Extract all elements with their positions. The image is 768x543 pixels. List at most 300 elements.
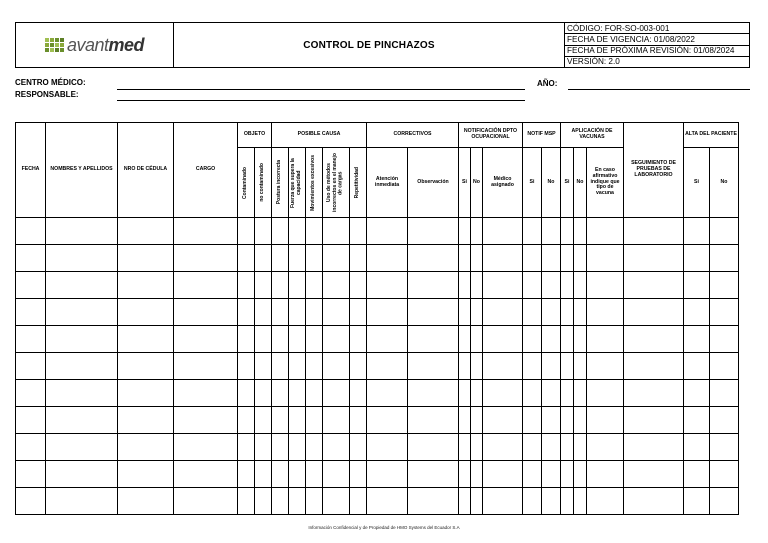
table-cell[interactable] (255, 407, 272, 434)
centro-medico-field[interactable] (117, 89, 525, 90)
table-cell[interactable] (174, 245, 238, 272)
table-cell[interactable] (174, 407, 238, 434)
table-cell[interactable] (323, 218, 350, 245)
table-cell[interactable] (587, 245, 624, 272)
table-cell[interactable] (574, 245, 587, 272)
table-cell[interactable] (46, 407, 118, 434)
table-cell[interactable] (561, 218, 574, 245)
table-cell[interactable] (118, 299, 174, 326)
table-cell[interactable] (471, 326, 483, 353)
table-row (16, 353, 739, 380)
table-cell[interactable] (710, 245, 739, 272)
table-row (16, 326, 739, 353)
table-cell[interactable] (561, 407, 574, 434)
table-cell[interactable] (272, 245, 289, 272)
table-cell[interactable] (542, 299, 561, 326)
table-cell[interactable] (367, 434, 408, 461)
header-seguimiento: SEGUIMIENTO DE PRUEBAS DE LABORATORIO (624, 123, 684, 218)
table-cell[interactable] (684, 272, 710, 299)
table-row (16, 299, 739, 326)
header-vacunas: APLICACIÓN DE VACUNAS (561, 123, 624, 148)
table-cell[interactable] (624, 218, 684, 245)
table-cell[interactable] (238, 272, 255, 299)
subheader-alta-si: Si (684, 148, 710, 218)
subheader-msp-si: Si (523, 148, 542, 218)
table-cell[interactable] (255, 299, 272, 326)
table-cell[interactable] (542, 353, 561, 380)
table-cell[interactable] (523, 272, 542, 299)
table-cell[interactable] (684, 326, 710, 353)
table-cell[interactable] (255, 353, 272, 380)
table-cell[interactable] (323, 353, 350, 380)
table-cell[interactable] (587, 299, 624, 326)
subheader-fuerza: Fuerza que supera la capacidad (289, 148, 306, 218)
table-cell[interactable] (684, 245, 710, 272)
table-cell[interactable] (16, 488, 46, 515)
table-cell[interactable] (471, 353, 483, 380)
table-cell[interactable] (272, 380, 289, 407)
table-cell[interactable] (624, 488, 684, 515)
header-alta: ALTA DEL PACIENTE (684, 123, 739, 148)
table-cell[interactable] (16, 245, 46, 272)
table-cell[interactable] (471, 407, 483, 434)
table-cell[interactable] (255, 434, 272, 461)
table-cell[interactable] (289, 488, 306, 515)
table-cell[interactable] (710, 434, 739, 461)
table-cell[interactable] (367, 407, 408, 434)
table-cell[interactable] (684, 299, 710, 326)
table-cell[interactable] (350, 461, 367, 488)
table-cell[interactable] (289, 461, 306, 488)
table-cell[interactable] (238, 353, 255, 380)
table-cell[interactable] (350, 407, 367, 434)
table-cell[interactable] (587, 218, 624, 245)
table-cell[interactable] (459, 407, 471, 434)
table-cell[interactable] (459, 461, 471, 488)
table-cell[interactable] (289, 218, 306, 245)
table-cell[interactable] (367, 461, 408, 488)
table-cell[interactable] (459, 272, 471, 299)
table-cell[interactable] (16, 218, 46, 245)
table-cell[interactable] (350, 380, 367, 407)
table-cell[interactable] (471, 272, 483, 299)
table-cell[interactable] (684, 353, 710, 380)
subheader-vac-no: No (574, 148, 587, 218)
table-cell[interactable] (542, 461, 561, 488)
table-cell[interactable] (289, 299, 306, 326)
table-cell[interactable] (459, 299, 471, 326)
table-cell[interactable] (118, 380, 174, 407)
table-cell[interactable] (587, 488, 624, 515)
header-notif-dpto: NOTIFICACIÓN DPTO OCUPACIONAL (459, 123, 523, 148)
table-cell[interactable] (471, 218, 483, 245)
table-cell[interactable] (561, 353, 574, 380)
table-cell[interactable] (323, 326, 350, 353)
table-cell[interactable] (542, 272, 561, 299)
table-cell[interactable] (624, 434, 684, 461)
table-cell[interactable] (289, 434, 306, 461)
table-cell[interactable] (350, 326, 367, 353)
table-cell[interactable] (408, 245, 459, 272)
table-cell[interactable] (306, 407, 323, 434)
table-cell[interactable] (574, 299, 587, 326)
table-cell[interactable] (289, 353, 306, 380)
table-cell[interactable] (574, 407, 587, 434)
table-cell[interactable] (710, 326, 739, 353)
table-cell[interactable] (367, 299, 408, 326)
anio-field[interactable] (568, 89, 750, 90)
table-cell[interactable] (587, 353, 624, 380)
table-cell[interactable] (542, 245, 561, 272)
table-cell[interactable] (483, 434, 523, 461)
table-cell[interactable] (350, 218, 367, 245)
table-cell[interactable] (255, 488, 272, 515)
table-cell[interactable] (624, 272, 684, 299)
header-correctivos: CORRECTIVOS (367, 123, 459, 148)
table-cell[interactable] (471, 461, 483, 488)
table-cell[interactable] (289, 326, 306, 353)
table-cell[interactable] (367, 272, 408, 299)
table-cell[interactable] (238, 218, 255, 245)
table-cell[interactable] (272, 299, 289, 326)
table-cell[interactable] (523, 218, 542, 245)
table-cell[interactable] (255, 245, 272, 272)
table-cell[interactable] (323, 407, 350, 434)
subheader-observacion: Observación (408, 148, 459, 218)
table-cell[interactable] (483, 326, 523, 353)
table-cell[interactable] (542, 380, 561, 407)
table-cell[interactable] (408, 488, 459, 515)
table-cell[interactable] (483, 353, 523, 380)
table-cell[interactable] (350, 488, 367, 515)
table-cell[interactable] (289, 407, 306, 434)
table-cell[interactable] (306, 218, 323, 245)
table-cell[interactable] (561, 380, 574, 407)
table-cell[interactable] (238, 407, 255, 434)
table-cell[interactable] (542, 326, 561, 353)
table-cell[interactable] (238, 488, 255, 515)
table-cell[interactable] (16, 299, 46, 326)
table-cell[interactable] (367, 380, 408, 407)
table-cell[interactable] (483, 461, 523, 488)
table-cell[interactable] (587, 434, 624, 461)
table-cell[interactable] (710, 488, 739, 515)
table-cell[interactable] (118, 218, 174, 245)
table-cell[interactable] (323, 488, 350, 515)
table-cell[interactable] (523, 326, 542, 353)
table-cell[interactable] (574, 218, 587, 245)
table-cell[interactable] (238, 245, 255, 272)
table-cell[interactable] (323, 245, 350, 272)
table-cell[interactable] (255, 218, 272, 245)
table-cell[interactable] (174, 326, 238, 353)
table-cell[interactable] (561, 461, 574, 488)
table-cell[interactable] (306, 488, 323, 515)
table-cell[interactable] (238, 434, 255, 461)
table-cell[interactable] (523, 299, 542, 326)
table-cell[interactable] (684, 488, 710, 515)
table-cell[interactable] (174, 434, 238, 461)
table-cell[interactable] (350, 353, 367, 380)
table-cell[interactable] (459, 434, 471, 461)
table-cell[interactable] (710, 353, 739, 380)
table-cell[interactable] (255, 461, 272, 488)
table-cell[interactable] (574, 326, 587, 353)
subheader-vac-si: Si (561, 148, 574, 218)
subheader-movimientos: Movimientos excesivos (306, 148, 323, 218)
table-cell[interactable] (523, 380, 542, 407)
table-cell[interactable] (542, 434, 561, 461)
table-cell[interactable] (459, 488, 471, 515)
table-cell[interactable] (174, 461, 238, 488)
table-cell[interactable] (118, 488, 174, 515)
table-cell[interactable] (350, 299, 367, 326)
subheader-medico: Médico asignado (483, 148, 523, 218)
table-cell[interactable] (471, 380, 483, 407)
table-cell[interactable] (684, 407, 710, 434)
table-cell[interactable] (710, 299, 739, 326)
table-cell[interactable] (574, 272, 587, 299)
table-cell[interactable] (238, 299, 255, 326)
table-cell[interactable] (483, 272, 523, 299)
table-cell[interactable] (587, 326, 624, 353)
table-cell[interactable] (561, 326, 574, 353)
table-cell[interactable] (624, 407, 684, 434)
table-cell[interactable] (408, 326, 459, 353)
table-cell[interactable] (574, 353, 587, 380)
subheader-dpto-no: No (471, 148, 483, 218)
table-cell[interactable] (174, 380, 238, 407)
table-cell[interactable] (624, 380, 684, 407)
table-cell[interactable] (255, 380, 272, 407)
table-cell[interactable] (272, 461, 289, 488)
table-cell[interactable] (408, 353, 459, 380)
table-cell[interactable] (272, 272, 289, 299)
table-cell[interactable] (624, 353, 684, 380)
table-row (16, 407, 739, 434)
header-objeto: OBJETO (238, 123, 272, 148)
table-cell[interactable] (238, 380, 255, 407)
table-cell[interactable] (289, 272, 306, 299)
table-cell[interactable] (483, 218, 523, 245)
table-cell[interactable] (624, 299, 684, 326)
table-cell[interactable] (523, 488, 542, 515)
table-cell[interactable] (272, 218, 289, 245)
table-cell[interactable] (306, 434, 323, 461)
table-cell[interactable] (710, 461, 739, 488)
table-cell[interactable] (542, 488, 561, 515)
table-cell[interactable] (350, 434, 367, 461)
table-cell[interactable] (471, 434, 483, 461)
header-cargo: CARGO (174, 123, 238, 218)
table-cell[interactable] (367, 488, 408, 515)
table-cell[interactable] (624, 245, 684, 272)
table-cell[interactable] (46, 218, 118, 245)
table-cell[interactable] (272, 434, 289, 461)
table-cell[interactable] (289, 380, 306, 407)
table-cell[interactable] (46, 299, 118, 326)
table-cell[interactable] (483, 299, 523, 326)
codigo-text: CÓDIGO: FOR-SO-003-001 (565, 23, 749, 34)
table-cell[interactable] (542, 218, 561, 245)
table-cell[interactable] (471, 299, 483, 326)
table-cell[interactable] (710, 218, 739, 245)
table-cell[interactable] (174, 353, 238, 380)
table-cell[interactable] (684, 461, 710, 488)
table-cell[interactable] (574, 461, 587, 488)
table-cell[interactable] (710, 380, 739, 407)
table-cell[interactable] (367, 353, 408, 380)
table-cell[interactable] (306, 461, 323, 488)
table-cell[interactable] (46, 488, 118, 515)
table-cell[interactable] (710, 272, 739, 299)
table-cell[interactable] (408, 380, 459, 407)
table-cell[interactable] (323, 380, 350, 407)
subheader-tipo-vacuna: En caso afirmativo indique que tipo de vacuna (587, 148, 624, 218)
table-cell[interactable] (574, 488, 587, 515)
table-row (16, 488, 739, 515)
table-cell[interactable] (624, 326, 684, 353)
table-cell[interactable] (408, 407, 459, 434)
table-cell[interactable] (306, 245, 323, 272)
table-cell[interactable] (523, 407, 542, 434)
header-fecha: FECHA (16, 123, 46, 218)
table-cell[interactable] (350, 272, 367, 299)
header-posible-causa: POSIBLE CAUSA (272, 123, 367, 148)
table-cell[interactable] (587, 461, 624, 488)
table-cell[interactable] (483, 245, 523, 272)
table-cell[interactable] (323, 461, 350, 488)
table-cell[interactable] (118, 245, 174, 272)
table-cell[interactable] (174, 488, 238, 515)
table-cell[interactable] (46, 461, 118, 488)
table-cell[interactable] (46, 272, 118, 299)
table-cell[interactable] (272, 407, 289, 434)
table-cell[interactable] (459, 245, 471, 272)
table-cell[interactable] (255, 272, 272, 299)
table-cell[interactable] (459, 218, 471, 245)
table-cell[interactable] (574, 434, 587, 461)
table-cell[interactable] (710, 407, 739, 434)
table-cell[interactable] (471, 488, 483, 515)
table-cell[interactable] (408, 272, 459, 299)
table-cell[interactable] (174, 272, 238, 299)
table-cell[interactable] (306, 272, 323, 299)
table-cell[interactable] (323, 434, 350, 461)
table-cell[interactable] (238, 461, 255, 488)
table-row (16, 218, 739, 245)
table-cell[interactable] (46, 353, 118, 380)
table-cell[interactable] (367, 326, 408, 353)
table-cell[interactable] (272, 353, 289, 380)
table-cell[interactable] (118, 272, 174, 299)
table-cell[interactable] (118, 461, 174, 488)
table-cell[interactable] (306, 353, 323, 380)
vigencia-text: FECHA DE VIGENCIA: 01/08/2022 (565, 34, 749, 45)
table-cell[interactable] (118, 353, 174, 380)
table-cell[interactable] (561, 272, 574, 299)
table-cell[interactable] (289, 245, 306, 272)
table-cell[interactable] (118, 326, 174, 353)
table-cell[interactable] (459, 326, 471, 353)
table-cell[interactable] (471, 245, 483, 272)
table-cell[interactable] (16, 326, 46, 353)
table-cell[interactable] (408, 434, 459, 461)
table-cell[interactable] (118, 434, 174, 461)
subheader-no-contaminado: no contaminado (255, 148, 272, 218)
table-cell[interactable] (118, 407, 174, 434)
table-cell[interactable] (16, 353, 46, 380)
table-cell[interactable] (624, 461, 684, 488)
table-cell[interactable] (323, 272, 350, 299)
table-row (16, 272, 739, 299)
table-cell[interactable] (306, 326, 323, 353)
confidential-footer: Información Confidencial y de Propiedad de HMO Systems del Ecuador S.A (308, 525, 460, 530)
table-cell[interactable] (561, 299, 574, 326)
subheader-contaminado: Contaminado (238, 148, 255, 218)
table-cell[interactable] (16, 407, 46, 434)
table-cell[interactable] (684, 380, 710, 407)
table-cell[interactable] (16, 380, 46, 407)
table-cell[interactable] (684, 218, 710, 245)
table-cell[interactable] (408, 461, 459, 488)
table-cell[interactable] (561, 434, 574, 461)
table-cell[interactable] (174, 299, 238, 326)
table-cell[interactable] (408, 218, 459, 245)
table-cell[interactable] (408, 299, 459, 326)
table-cell[interactable] (587, 380, 624, 407)
table-cell[interactable] (367, 245, 408, 272)
table-cell[interactable] (306, 380, 323, 407)
table-cell[interactable] (523, 434, 542, 461)
table-cell[interactable] (255, 326, 272, 353)
table-cell[interactable] (46, 380, 118, 407)
table-cell[interactable] (483, 380, 523, 407)
table-cell[interactable] (561, 245, 574, 272)
table-cell[interactable] (542, 407, 561, 434)
responsable-field[interactable] (117, 100, 525, 101)
table-cell[interactable] (367, 218, 408, 245)
table-cell[interactable] (46, 245, 118, 272)
table-cell[interactable] (16, 272, 46, 299)
table-cell[interactable] (523, 461, 542, 488)
table-cell[interactable] (16, 434, 46, 461)
table-cell[interactable] (561, 488, 574, 515)
table-cell[interactable] (272, 488, 289, 515)
table-cell[interactable] (272, 326, 289, 353)
table-cell[interactable] (587, 272, 624, 299)
table-cell[interactable] (306, 299, 323, 326)
table-cell[interactable] (46, 434, 118, 461)
table-cell[interactable] (174, 218, 238, 245)
subheader-postura: Postura incorrecta (272, 148, 289, 218)
table-cell[interactable] (46, 326, 118, 353)
table-cell[interactable] (483, 407, 523, 434)
table-cell[interactable] (459, 353, 471, 380)
table-cell[interactable] (574, 380, 587, 407)
table-cell[interactable] (523, 353, 542, 380)
table-cell[interactable] (523, 245, 542, 272)
table-cell[interactable] (684, 434, 710, 461)
table-cell[interactable] (323, 299, 350, 326)
table-cell[interactable] (350, 245, 367, 272)
table-cell[interactable] (483, 488, 523, 515)
table-cell[interactable] (16, 461, 46, 488)
subheader-msp-no: No (542, 148, 561, 218)
table-cell[interactable] (459, 380, 471, 407)
table-cell[interactable] (587, 407, 624, 434)
table-cell[interactable] (238, 326, 255, 353)
